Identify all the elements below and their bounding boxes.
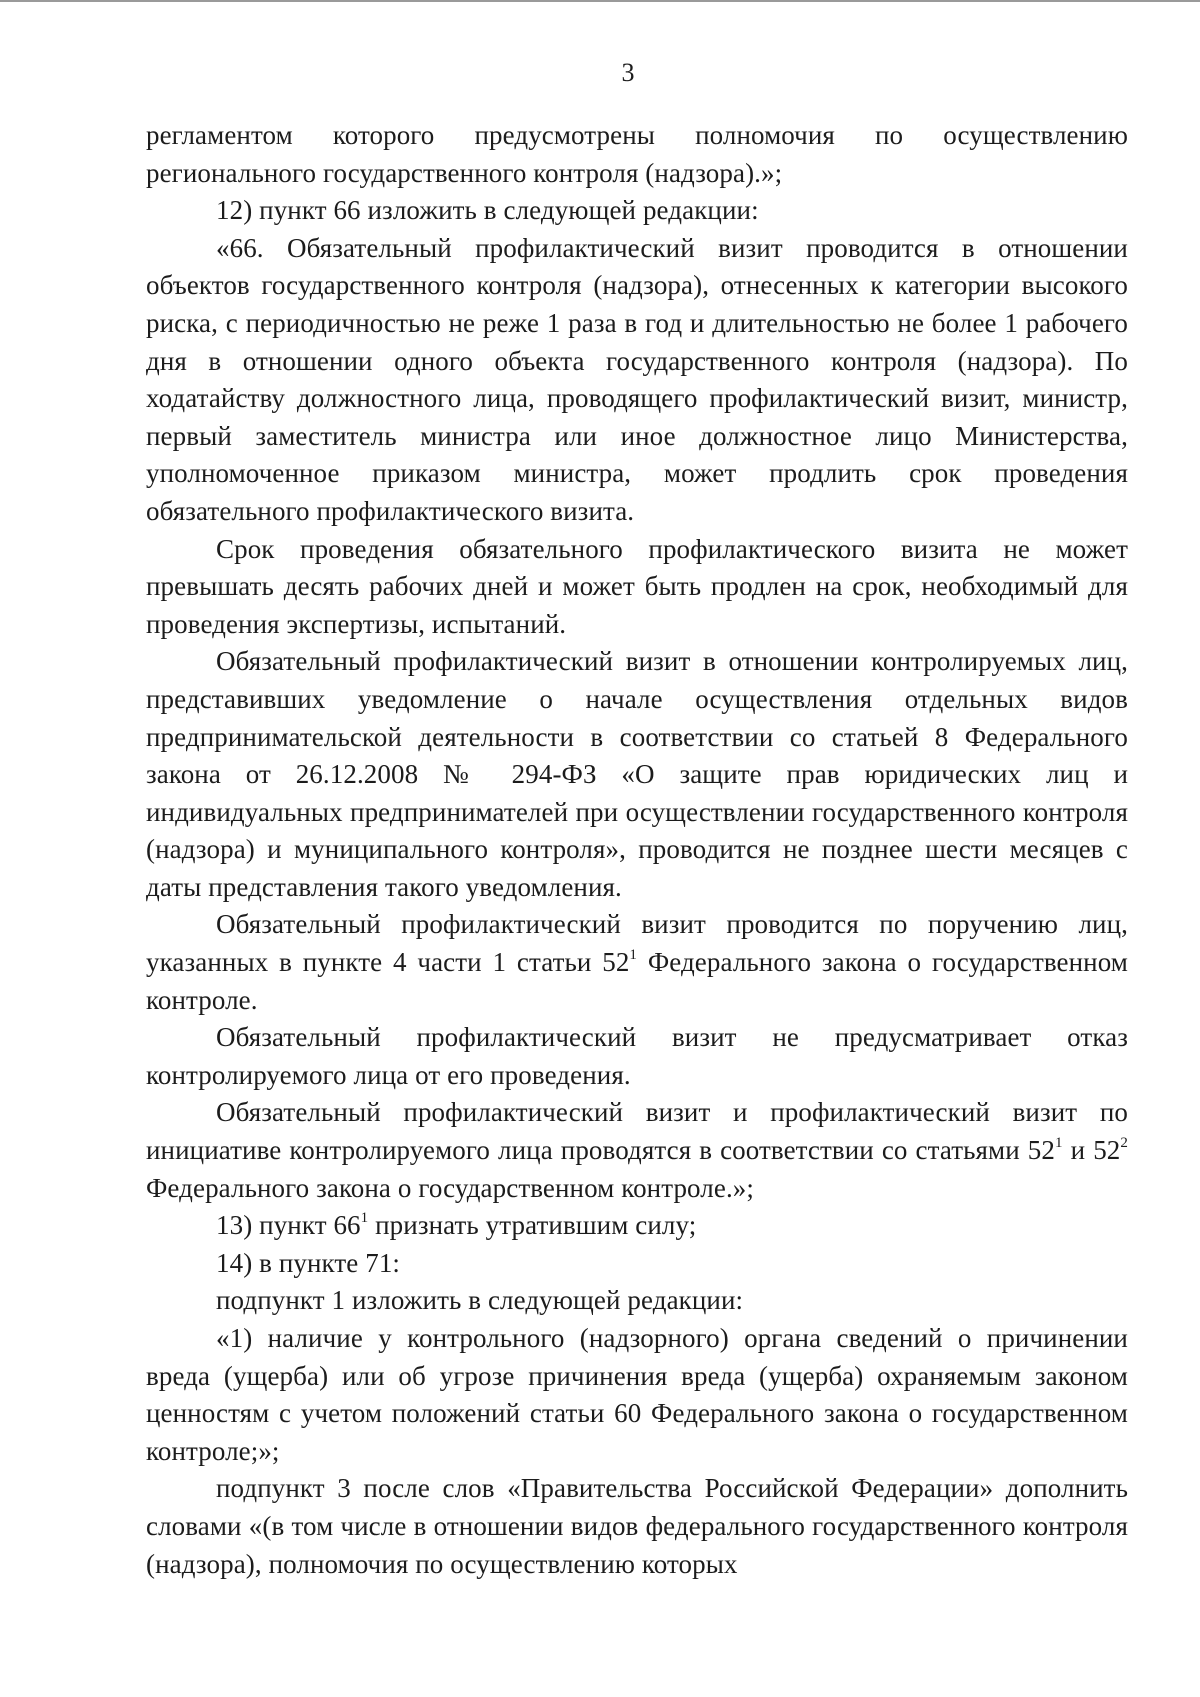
paragraph-item-13: 13) пункт $66^1$ признать утратившим силу;	[216, 1210, 697, 1241]
paragraph-subitem-3: подпункт 3 после слов «Правительства Российской Федерации» дополнить словами «(в том числе в отношении видов федерального государственного контроля (надзора), полномочия по осуществлению которых	[146, 1473, 1128, 1579]
paragraph-item-12: 12) пункт 66 изложить в следующей редакции:	[216, 195, 759, 226]
paragraph-subitem-1-text: «1) наличие у контрольного (надзорного) органа сведений о причинении вреда (ущерба) или об угрозе причинения вреда (ущерба) охраняемым законом ценностям с учетом положений статьи 60 Федерального закона о государственном контроле;»;	[146, 1323, 1128, 1466]
paragraph-subitem-1: подпункт 1 изложить в следующей редакции:	[216, 1285, 744, 1316]
paragraph-item-14: 14) в пункте 71:	[216, 1247, 401, 1278]
page-number: 3	[621, 58, 635, 87]
paragraph-articles: Обязательный профилактический визит и профилактический визит по инициативе контролируемого лица проводятся в соответствии со статьями $52^1$ и $52^2$ Федерального закона о государственном контроле.»;	[146, 1097, 1128, 1203]
superscript: 1	[360, 1210, 369, 1227]
paragraph-refusal: Обязательный профилактический визит не предусматривает отказ контролируемого лица от его проведения.	[146, 1022, 1128, 1090]
scan-edge-line	[0, 0, 1200, 2]
paragraph-instruction: Обязательный профилактический визит проводится по поручению лиц, указанных в пункте 4 части 1 статьи $52^1$ Федерального закона о государственном контроле.	[146, 909, 1128, 1015]
superscript: 2	[1120, 1135, 1128, 1152]
superscript: 1	[1055, 1135, 1063, 1152]
paragraph-clause-66: «66. Обязательный профилактический визит проводится в отношении объектов государственного контроля (надзора), отнесенных к категории высокого риска, с периодичностью не реже 1 раза в год и длительностью не более 1 рабочего дня в отношении одного объекта государственного контроля (надзора). По ходатайству должностного лица, проводящего профилактический визит, министр, первый заместитель министра или иное должностное лицо Министерства, уполномоченное приказом министра, может продлить срок проведения обязательного профилактического визита.	[146, 232, 1128, 526]
superscript: 1	[629, 947, 638, 964]
document-body	[146, 117, 1128, 1583]
paragraph-notification: Обязательный профилактический визит в отношении контролируемых лиц, представивших уведомление о начале осуществления отдельных видов предпринимательской деятельности в соответствии со статьей 8 Федерального закона от 26.12.2008 № 294-ФЗ «О защите прав юридических лиц и индивидуальных предпринимателей при осуществлении государственного контроля (надзора) и муниципального контроля», проводится не позднее шести месяцев с даты представления такого уведомления.	[146, 646, 1128, 902]
paragraph-term: Срок проведения обязательного профилактического визита не может превышать десять рабочих дней и может быть продлен на срок, необходимый для проведения экспертизы, испытаний.	[146, 533, 1128, 639]
paragraph-continuation: регламентом которого предусмотрены полномочия по осуществлению регионального государственного контроля (надзора).»;	[146, 120, 1128, 188]
